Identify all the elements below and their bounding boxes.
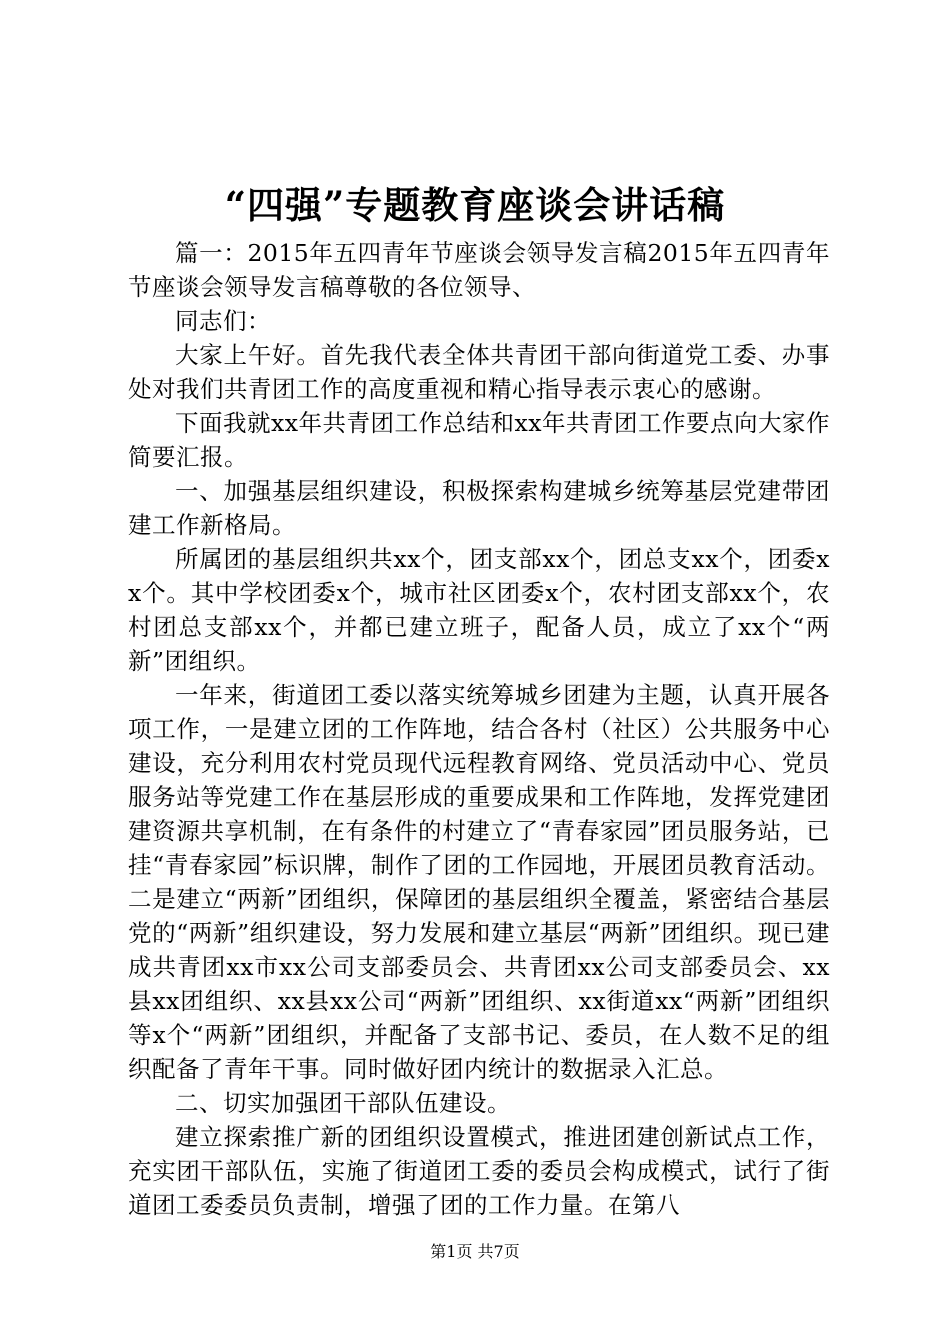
page-number-footer: 第1页 共7页: [430, 1242, 520, 1261]
document-title: “四强”专题教育座谈会讲话稿: [224, 183, 726, 227]
paragraph-intro: 篇一：2015年五四青年节座谈会领导发言稿2015年五四青年节座谈会领导发言稿尊敬的各位领导、: [128, 239, 830, 301]
paragraph-cadre-building: 建立探索推广新的团组织设置模式，推进团建创新试点工作，充实团干部队伍，实施了街道团工委的委员会构成模式，试行了街道团工委委员负责制，增强了团的工作力量。在第八: [128, 1123, 830, 1219]
paragraph-report-intro: 下面我就xx年共青团工作总结和xx年共青团工作要点向大家作简要汇报。: [128, 409, 831, 471]
section-heading-2: 二、切实加强团干部队伍建设。: [175, 1089, 511, 1117]
paragraph-year-review: 一年来，街道团工委以落实统筹城乡团建为主题，认真开展各项工作，一是建立团的工作阵地，结合各村（社区）公共服务中心建设，充分利用农村党员现代远程教育网络、党员活动中心、党员服务站等党建工作在基层形成的重要成果和工作阵地，发挥党建团建资源共享机制，在有条件的村建立了“青春家园”团员服务站，已挂“青春家园”标识牌，制作了团的工作园地，开展团员教育活动。二是建立“两新”团组织，保障团的基层组织全覆盖，紧密结合基层党的“两新”组织建设，努力发展和建立基层“两新”团组织。现已建成共青团xx市xx公司支部委员会、共青团xx公司支部委员会、xx县xx团组织、xx县xx公司“两新”团组织、xx街道xx“两新”团组织等x个“两新”团组织，并配备了支部书记、委员，在人数不足的组织配备了青年干事。同时做好团内统计的数据录入汇总。: [128, 681, 830, 1083]
document-body: [128, 236, 830, 1222]
paragraph-org-stats: 所属团的基层组织共xx个，团支部xx个，团总支xx个，团委xx个。其中学校团委x个，城市社区团委x个，农村团支部xx个，农村团总支部xx个，并都已建立班子，配备人员，成立了xx个“两新”团组织。: [128, 545, 830, 675]
section-heading-1: 一、加强基层组织建设，积极探索构建城乡统筹基层党建带团建工作新格局。: [128, 477, 830, 539]
paragraph-salutation: 同志们：: [175, 307, 271, 335]
paragraph-greeting: 大家上午好。首先我代表全体共青团干部向街道党工委、办事处对我们共青团工作的高度重视和精心指导表示衷心的感谢。: [128, 341, 830, 403]
